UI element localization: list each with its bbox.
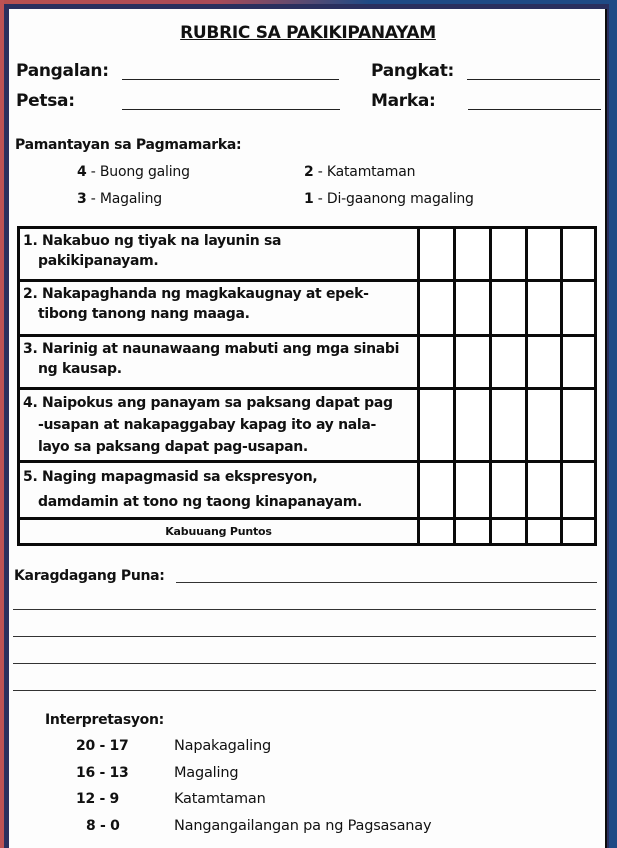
name-field[interactable]	[122, 79, 339, 80]
total-cell[interactable]	[527, 519, 562, 545]
comments-label: Karagdagang Puna:	[14, 568, 165, 584]
scoring-level-1: 1 - Di-gaanong magaling	[304, 191, 474, 207]
group-label: Pangkat:	[371, 61, 455, 81]
score-cell[interactable]	[562, 389, 596, 462]
score-cell[interactable]	[527, 462, 562, 519]
interpretation-range: 8 - 0	[86, 818, 120, 834]
table-row	[19, 281, 596, 336]
table-row	[19, 336, 596, 389]
interpretation-description: Katamtaman	[174, 791, 266, 807]
rubric-table	[17, 226, 597, 546]
score-cell[interactable]	[562, 462, 596, 519]
score-cell[interactable]	[419, 336, 455, 389]
score-cell[interactable]	[562, 228, 596, 281]
table-row	[19, 228, 596, 281]
criterion-5: 5. Naging mapagmasid sa ekspresyon, damdamin at tono ng taong kinapanayam.	[19, 462, 419, 519]
comments-field-line-2[interactable]	[13, 609, 596, 610]
total-cell[interactable]	[491, 519, 527, 545]
total-points-label: Kabuuang Puntos	[19, 519, 419, 545]
comments-field-line-3[interactable]	[13, 636, 596, 637]
score-cell[interactable]	[562, 336, 596, 389]
grade-label: Marka:	[371, 91, 436, 111]
date-label: Petsa:	[16, 91, 75, 111]
grade-field[interactable]	[468, 109, 601, 110]
score-cell[interactable]	[491, 281, 527, 336]
rubric-sheet	[9, 9, 607, 848]
score-cell[interactable]	[527, 281, 562, 336]
table-row	[19, 462, 596, 519]
score-cell[interactable]	[491, 389, 527, 462]
score-cell[interactable]	[527, 389, 562, 462]
total-cell[interactable]	[419, 519, 455, 545]
score-cell[interactable]	[455, 281, 491, 336]
score-cell[interactable]	[527, 228, 562, 281]
score-cell[interactable]	[455, 389, 491, 462]
interpretation-description: Nangangailangan pa ng Pagsasanay	[174, 818, 432, 834]
total-cell[interactable]	[455, 519, 491, 545]
scoring-level-2: 2 - Katamtaman	[304, 164, 416, 180]
score-cell[interactable]	[491, 462, 527, 519]
criterion-2: 2. Nakapaghanda ng magkakaugnay at epek- tibong tanong nang maaga.	[19, 281, 419, 336]
interpretation-label: Interpretasyon:	[45, 712, 164, 728]
criterion-4: 4. Naipokus ang panayam sa paksang dapat pag -usapan at nakapaggabay kapag ito ay nala- layo sa paksang dapat pag-usapan.	[19, 389, 419, 462]
table-row	[19, 389, 596, 462]
interpretation-range: 12 - 9	[76, 791, 119, 807]
group-field[interactable]	[467, 79, 600, 80]
scoring-level-4: 4 - Buong galing	[77, 164, 190, 180]
score-cell[interactable]	[455, 228, 491, 281]
interpretation-description: Napakagaling	[174, 738, 271, 754]
criterion-1: 1. Nakabuo ng tiyak na layunin sa pakikipanayam.	[19, 228, 419, 281]
interpretation-description: Magaling	[174, 765, 239, 781]
score-cell[interactable]	[455, 462, 491, 519]
interpretation-range: 16 - 13	[76, 765, 129, 781]
scoring-level-3: 3 - Magaling	[77, 191, 162, 207]
score-cell[interactable]	[419, 228, 455, 281]
score-cell[interactable]	[527, 336, 562, 389]
comments-field-line-5[interactable]	[13, 690, 596, 691]
score-cell[interactable]	[491, 228, 527, 281]
comments-field-line-1[interactable]	[176, 582, 597, 583]
criterion-3: 3. Narinig at naunawaang mabuti ang mga sinabi ng kausap.	[19, 336, 419, 389]
right-blue-border	[609, 0, 617, 848]
interpretation-range: 20 - 17	[76, 738, 129, 754]
score-cell[interactable]	[419, 462, 455, 519]
score-cell[interactable]	[491, 336, 527, 389]
score-cell[interactable]	[562, 281, 596, 336]
comments-field-line-4[interactable]	[13, 663, 596, 664]
name-label: Pangalan:	[16, 61, 109, 81]
scoring-guide-label: Pamantayan sa Pagmamarka:	[15, 137, 242, 153]
page-title: RUBRIC SA PAKIKIPANAYAM	[180, 23, 436, 43]
total-row	[19, 519, 596, 545]
date-field[interactable]	[122, 109, 340, 110]
total-cell[interactable]	[562, 519, 596, 545]
score-cell[interactable]	[419, 281, 455, 336]
score-cell[interactable]	[419, 389, 455, 462]
score-cell[interactable]	[455, 336, 491, 389]
